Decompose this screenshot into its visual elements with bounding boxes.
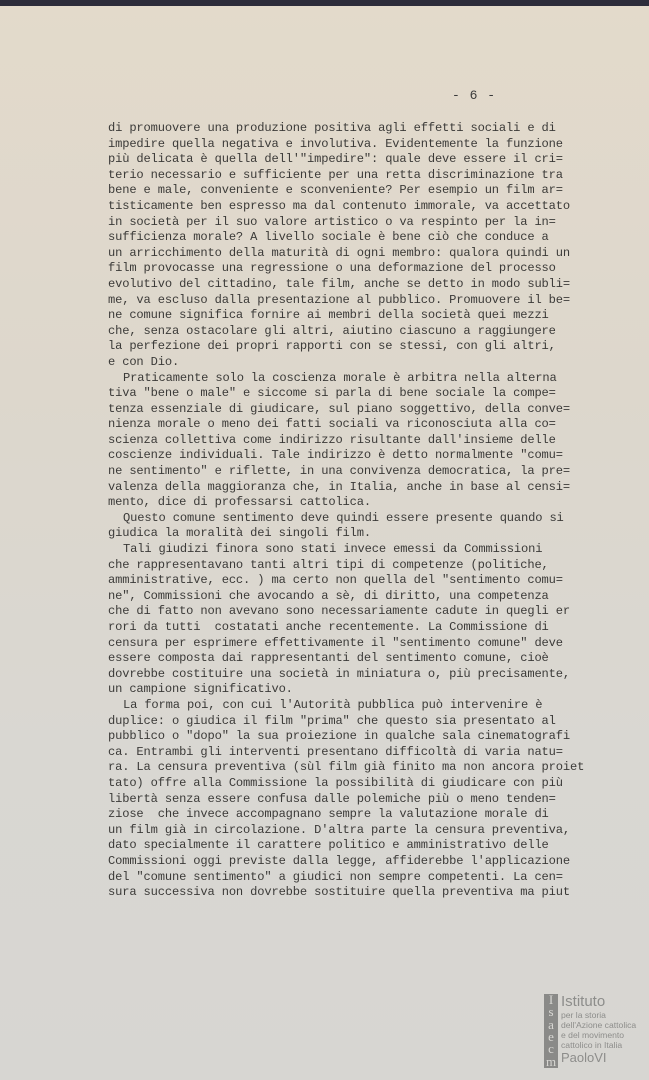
logo-line: dell'Azione cattolica (561, 1020, 637, 1030)
text-line: Praticamente solo la coscienza morale è arbitra nella alterna (123, 370, 557, 385)
logo-letter: c (548, 1041, 554, 1057)
text-line: scienza collettiva come indirizzo risultante dall'insieme delle (108, 432, 556, 447)
text-line: coscienze individuali. Tale indirizzo è detto normalmente "comu= (108, 448, 563, 463)
logo-line: cattolico in Italia (561, 1040, 623, 1050)
text-line: ra. La censura preventiva (sùl film già finito ma non ancora proiet (108, 760, 585, 775)
text-line: un arricchimento della maturità di ogni membro: qualora quindi un (108, 245, 570, 260)
text-line: un campione significativo. (108, 682, 293, 697)
text-line: mento, dice di professarsi cattolica. (108, 495, 371, 510)
text-line: duplice: o giudica il film "prima" che questo sia presentato al (108, 713, 556, 728)
text-line: dovrebbe costituire una società in miniatura o, più precisamente, (108, 666, 570, 681)
text-line: libertà senza essere confusa dalle polemiche più o meno tenden= (108, 791, 556, 806)
text-line: evolutivo del cittadino, tale film, anche se detto in modo subli= (108, 276, 570, 291)
text-line: sura successiva non dovrebbe sostituire quella preventiva ma piut (108, 885, 570, 900)
paragraph (108, 542, 608, 698)
logo-title: Istituto (561, 993, 606, 1010)
text-line: me, va escluso dalla presentazione al pubblico. Promuovere il be= (108, 292, 570, 307)
logo-name: PaoloVI (561, 1050, 607, 1065)
text-line: ne", Commissioni che avocando a sè, di diritto, una competenza (108, 588, 549, 603)
text-line: bene e male, conveniente e sconveniente? Per esempio un film ar= (108, 183, 563, 198)
scan-border (0, 0, 649, 6)
text-line: in società per il suo valore artistico o va respinto per la in= (108, 214, 556, 229)
text-line: giudica la moralità dei singoli film. (108, 526, 371, 541)
text-line: tato) offre alla Commissione la possibilità di giudicare con più (108, 775, 563, 790)
logo-line: per la storia (561, 1010, 606, 1020)
paragraph (108, 121, 608, 371)
text-line: essere composta dai rappresentanti del sentimento comune, cioè (108, 651, 549, 666)
page-number: - 6 - (452, 88, 497, 103)
text-line: ne sentimento" e riflette, in una convivenza democratica, la pre= (108, 464, 570, 479)
text-line: che rappresentavano tanti altri tipi di competenze (politiche, (108, 557, 549, 572)
text-line: un film già in circolazione. D'altra parte la censura preventiva, (108, 822, 570, 837)
text-line: e con Dio. (108, 354, 180, 369)
text-line: rori da tutti costatati anche recentemente. La Commissione di (108, 620, 549, 634)
logo-letter: m (545, 1053, 557, 1069)
text-line: film provocasse una regressione o una deformazione del processo (108, 261, 556, 276)
text-line: ziose che invece accompagnano sempre la valutazione morale di (108, 807, 549, 822)
paragraph (108, 511, 608, 542)
text-line: censura per esprimere effettivamente il "sentimento comune" deve (108, 635, 563, 650)
text-line: la perfezione dei propri rapporti con se stessi, con gli altri, (108, 339, 556, 354)
paragraph (108, 371, 608, 511)
logo-line: e del movimento (561, 1030, 625, 1040)
logo-letter: s (548, 1004, 554, 1020)
text-line: che, senza ostacolare gli altri, aiutino ciascuno a raggiungere (108, 323, 556, 338)
institute-logo (544, 994, 644, 1068)
text-line: terio necessario e sufficiente per una retta discriminazione tra (108, 167, 563, 182)
text-line: Questo comune sentimento deve quindi essere presente quando si (123, 510, 564, 525)
logo-letter: a (548, 1016, 554, 1032)
paragraph (108, 698, 608, 901)
text-line: Commissioni oggi previste dalla legge, affiderebbe l'applicazione (108, 853, 570, 868)
text-line: tisticamente ben espresso ma dal contenuto immorale, va accettato (108, 198, 570, 213)
text-line: Tali giudizi finora sono stati invece emessi da Commissioni (123, 542, 543, 557)
logo-monogram (544, 994, 558, 1068)
text-line: tenza essenziale di giudicare, sul piano soggettivo, della conve= (108, 401, 570, 416)
text-line: che di fatto non avevano sono necessariamente cadute in quegli er (108, 604, 570, 619)
text-line: La forma poi, con cui l'Autorità pubblica può intervenire è (123, 697, 543, 712)
logo-letter: I (548, 992, 554, 1007)
text-line: dato specialmente il carattere politico e amministrativo delle (108, 838, 549, 853)
logo-letter: e (548, 1028, 554, 1044)
text-line: ca. Entrambi gli interventi presentano difficoltà di varia natu= (108, 744, 563, 759)
document-body (108, 121, 608, 901)
text-line: più delicata è quella dell'"impedire": quale deve essere il cri= (108, 152, 563, 167)
text-line: sufficienza morale? A livello sociale è bene ciò che conduce a (108, 230, 549, 245)
text-line: impedire quella negativa e involutiva. Evidentemente la funzione (108, 136, 563, 151)
text-line: ne comune significa fornire ai membri della società quei mezzi (108, 308, 549, 323)
text-line: valenza della maggioranza che, in Italia, anche in base al censi= (108, 479, 570, 494)
text-line: amministrative, ecc. ) ma certo non quella del "sentimento comu= (108, 573, 563, 588)
text-line: di promuovere una produzione positiva agli effetti sociali e di (108, 121, 556, 135)
text-line: del "comune sentimento" a giudici non sempre competenti. La cen= (108, 869, 563, 884)
logo-text (561, 994, 636, 1065)
text-line: nienza morale o meno dei fatti sociali va riconosciuta alla co= (108, 417, 556, 432)
text-line: pubblico o "dopo" la sua proiezione in qualche sala cinematografi (108, 729, 570, 744)
text-line: tiva "bene o male" e siccome si parla di bene sociale la compe= (108, 386, 556, 401)
